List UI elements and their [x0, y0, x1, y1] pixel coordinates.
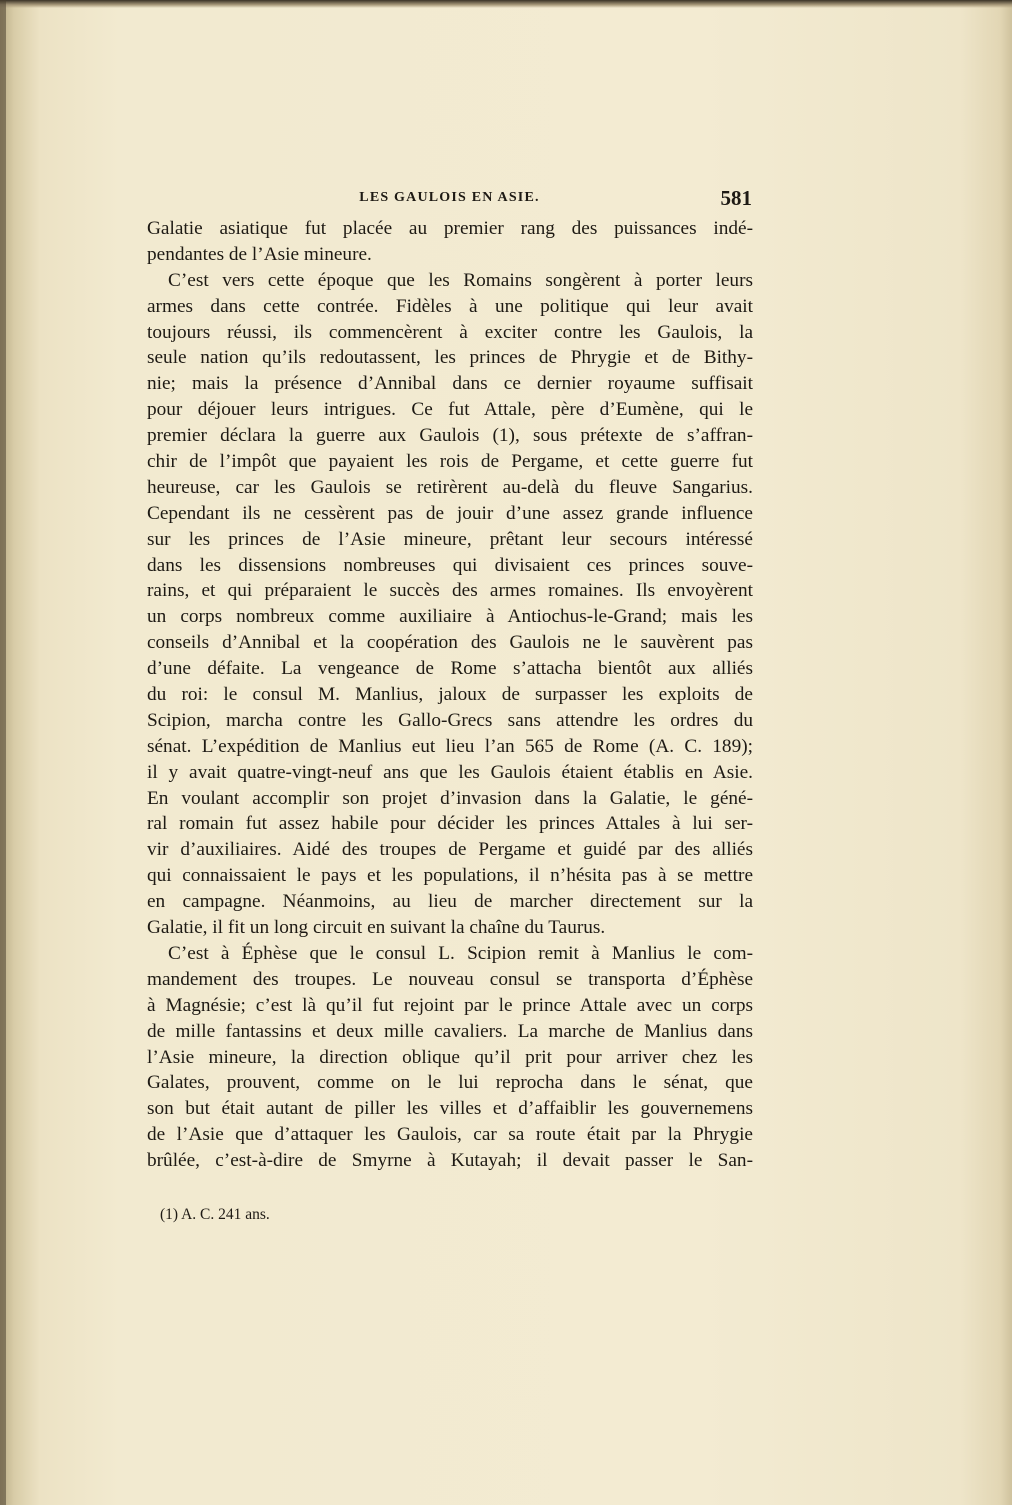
text-line: seule nation qu’ils redoutassent, les princes de Phrygie et de Bithy- [147, 347, 753, 369]
text-line: qui connaissaient le pays et les populations, il n’hésita pas à se mettre [147, 865, 753, 887]
text-line: mandement des troupes. Le nouveau consul se transporta d’Éphèse [147, 968, 753, 990]
text-line: En voulant accomplir son projet d’invasion dans la Galatie, le géné- [147, 787, 753, 809]
text-line: pour déjouer leurs intrigues. Ce fut Attale, père d’Eumène, qui le [147, 399, 753, 421]
text-line: il y avait quatre-vingt-neuf ans que les Gaulois étaient établis en Asie. [147, 761, 753, 783]
text-line: C’est à Éphèse que le consul L. Scipion remit à Manlius le com- [168, 942, 753, 964]
footnote: (1) A. C. 241 ans. [160, 1206, 270, 1223]
text-line: en campagne. Néanmoins, au lieu de marcher directement sur la [147, 891, 753, 913]
text-line: conseils d’Annibal et la coopération des Gaulois ne le sauvèrent pas [147, 632, 753, 654]
text-line: rains, et qui préparaient le succès des armes romaines. Ils envoyèrent [147, 580, 753, 602]
text-line: pendantes de l’Asie mineure. [147, 243, 372, 265]
text-line: dans les dissensions nombreuses qui divisaient ces princes souve- [147, 554, 753, 576]
text-line: Cependant ils ne cessèrent pas de jouir d’une assez grande influence [147, 502, 753, 524]
body-text [147, 216, 753, 1174]
running-title: LES GAULOIS EN ASIE. [359, 190, 540, 205]
running-header [147, 186, 752, 210]
text-line: heureuse, car les Gaulois se retirèrent au-delà du fleuve Sangarius. [147, 476, 753, 498]
text-line: chir de l’impôt que payaient les rois de Pergame, et cette guerre fut [147, 451, 753, 473]
text-line: toujours réussi, ils commencèrent à exciter contre les Gaulois, la [147, 321, 753, 343]
text-line: l’Asie mineure, la direction oblique qu’il prit pour arriver chez les [147, 1046, 753, 1068]
text-line: vir d’auxiliaires. Aidé des troupes de Pergame et guidé par des alliés [147, 839, 753, 861]
text-line: un corps nombreux comme auxiliaire à Antiochus-le-Grand; mais les [147, 606, 753, 628]
paragraph [147, 216, 753, 268]
text-line: ral romain fut assez habile pour décider les princes Attales à lui ser- [147, 813, 753, 835]
text-line: C’est vers cette époque que les Romains songèrent à porter leurs [168, 269, 753, 291]
text-line: Galatie asiatique fut placée au premier rang des puissances indé- [147, 218, 753, 239]
paragraph [147, 268, 753, 941]
text-line: d’une défaite. La vengeance de Rome s’attacha bientôt aux alliés [147, 658, 753, 680]
page-binding-edge [0, 0, 6, 1505]
text-line: brûlée, c’est-à-dire de Smyrne à Kutayah; il devait passer le San- [147, 1150, 753, 1172]
text-line: à Magnésie; c’est là qu’il fut rejoint par le prince Attale avec un corps [147, 994, 753, 1016]
text-line: Galates, prouvent, comme on le lui reprocha dans le sénat, que [147, 1072, 753, 1094]
text-line: de mille fantassins et deux mille cavaliers. La marche de Manlius dans [147, 1020, 753, 1042]
text-line: du roi: le consul M. Manlius, jaloux de surpasser les exploits de [147, 684, 753, 706]
text-line: armes dans cette contrée. Fidèles à une politique qui leur avait [147, 295, 753, 317]
text-line: premier déclara la guerre aux Gaulois (1), sous prétexte de s’affran- [147, 425, 753, 447]
text-line: Galatie, il fit un long circuit en suivant la chaîne du Taurus. [147, 917, 606, 939]
page-number: 581 [720, 186, 752, 210]
text-line: nie; mais la présence d’Annibal dans ce dernier royaume suffisait [147, 373, 753, 395]
paragraph [147, 941, 753, 1174]
text-line: son but était autant de piller les villes et d’affaiblir les gouvernemens [147, 1098, 753, 1120]
text-line: sur les princes de l’Asie mineure, prêtant leur secours intéressé [147, 528, 753, 550]
page-top-edge [0, 0, 1012, 8]
text-line: sénat. L’expédition de Manlius eut lieu l’an 565 de Rome (A. C. 189); [147, 735, 753, 757]
text-line: Scipion, marcha contre les Gallo-Grecs sans attendre les ordres du [147, 709, 753, 731]
text-line: de l’Asie que d’attaquer les Gaulois, car sa route était par la Phrygie [147, 1124, 753, 1146]
